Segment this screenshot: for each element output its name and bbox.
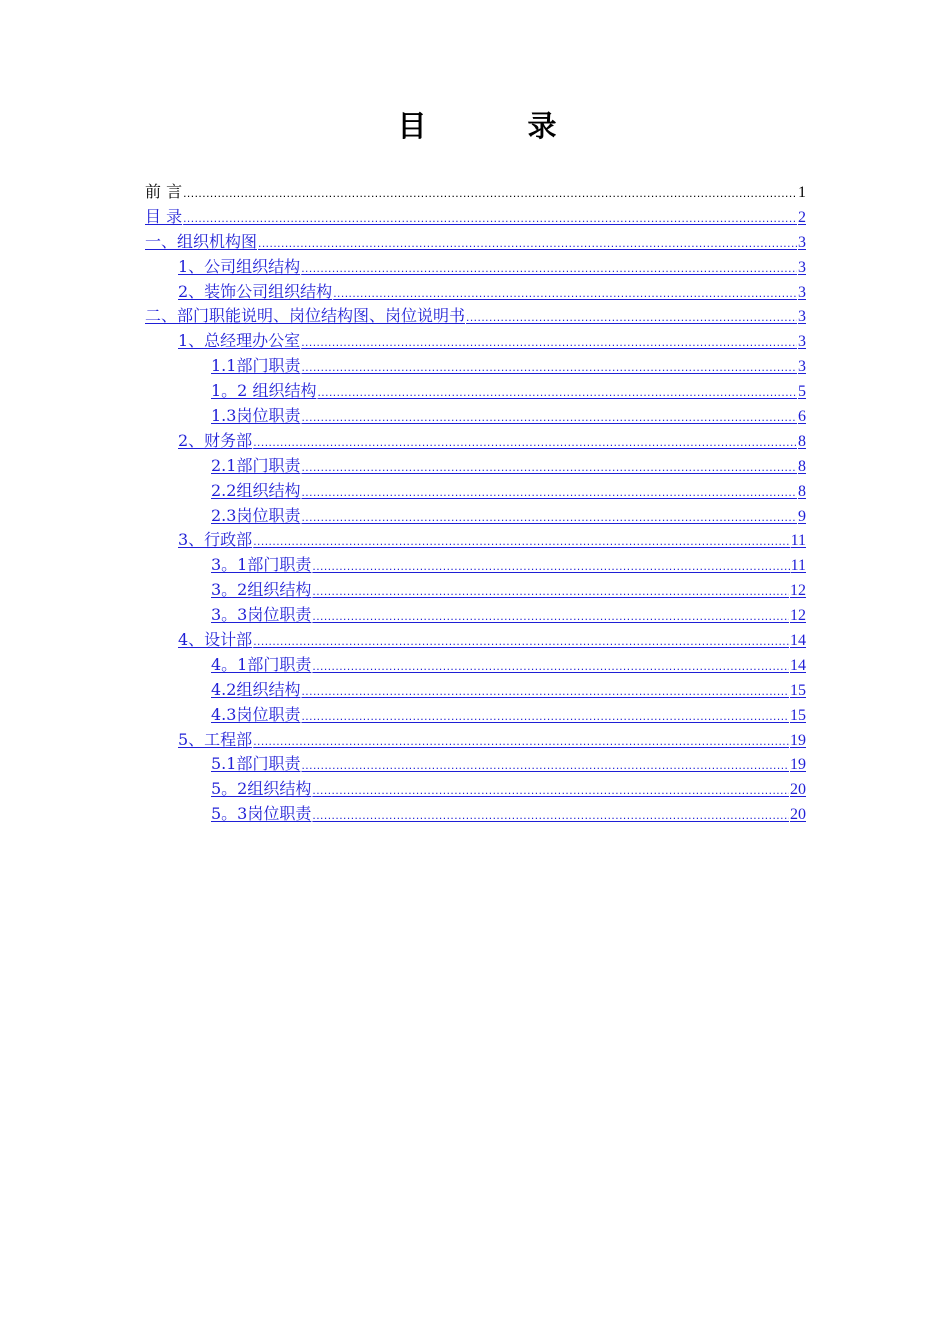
toc-dot-leader [183,206,797,231]
toc-entry-label: 5.1部门职责 [211,754,301,774]
toc-entry-page-number: 2 [798,208,806,226]
toc-entry-label: 5。3岗位职责 [211,804,312,824]
toc-entry[interactable] [145,728,806,753]
toc-entry-label: 2.3岗位职责 [211,505,301,525]
table-of-contents [145,180,806,827]
toc-entry-page-number: 15 [790,706,806,724]
toc-dot-leader [312,778,789,803]
toc-entry-page-number: 5 [798,383,806,401]
toc-entry-page-number: 3 [798,283,806,301]
toc-entry[interactable] [145,479,806,504]
toc-dot-leader [258,231,797,256]
toc-entry[interactable] [145,802,806,827]
toc-entry-label: 3。1部门职责 [211,555,312,575]
toc-entry-label: 3、行政部 [178,530,253,550]
toc-entry[interactable] [145,329,806,354]
toc-entry-page-number: 3 [798,358,806,376]
toc-dot-leader [253,729,789,754]
toc-dot-leader [301,405,797,430]
toc-dot-leader [301,679,789,704]
toc-dot-leader [333,281,797,306]
toc-dot-leader [253,529,789,554]
toc-entry-page-number: 19 [790,731,806,749]
toc-entry-label: 5。2组织结构 [211,779,312,799]
toc-entry-page-number: 3 [798,258,806,276]
toc-entry-page-number: 12 [790,582,806,600]
toc-dot-leader [317,380,797,405]
toc-entry-page-number: 9 [798,507,806,525]
toc-dot-leader [183,181,797,206]
toc-entry[interactable] [145,379,806,404]
toc-entry-label: 前 言 [145,182,183,201]
toc-entry[interactable] [145,603,806,628]
toc-entry-label: 2、财务部 [178,430,253,450]
toc-entry-page-number: 8 [798,482,806,500]
toc-entry[interactable] [145,454,806,479]
toc-entry-page-number: 8 [798,457,806,475]
toc-dot-leader [301,753,789,778]
toc-entry-label: 1、总经理办公室 [178,331,301,351]
toc-entry-page-number: 11 [790,557,806,575]
toc-dot-leader [301,505,797,530]
toc-dot-leader [301,355,797,380]
toc-entry[interactable] [145,528,806,553]
toc-entry-label: 1。2 组织结构 [211,381,317,401]
toc-entry-page-number: 3 [798,308,806,326]
toc-entry[interactable] [145,628,806,653]
toc-entry[interactable] [145,578,806,603]
toc-entry[interactable] [145,777,806,802]
toc-entry-page-number: 3 [798,233,806,251]
toc-dot-leader [466,305,797,330]
toc-entry-page-number: 12 [790,607,806,625]
toc-entry-label: 4、设计部 [178,630,253,650]
toc-entry-label: 一、组织机构图 [145,231,258,251]
toc-dot-leader [253,430,797,455]
toc-entry[interactable] [145,703,806,728]
toc-entry-page-number: 11 [790,532,806,550]
toc-entry-page-number: 20 [790,806,806,824]
toc-entry [145,180,806,205]
toc-entry-page-number: 19 [790,756,806,774]
toc-entry-page-number: 14 [790,632,806,650]
toc-entry-page-number: 1 [798,184,806,201]
toc-entry-label: 目 录 [145,206,183,226]
toc-entry-label: 2.2组织结构 [211,480,301,500]
toc-entry-page-number: 14 [790,656,806,674]
toc-entry-page-number: 8 [798,432,806,450]
toc-entry-label: 5、工程部 [178,729,253,749]
toc-entry-page-number: 3 [798,333,806,351]
toc-dot-leader [312,554,789,579]
toc-entry-label: 4.2组织结构 [211,679,301,699]
toc-entry-label: 2、装饰公司组织结构 [178,281,333,301]
toc-entry[interactable] [145,429,806,454]
toc-entry-label: 4。1部门职责 [211,654,312,674]
toc-entry[interactable] [145,354,806,379]
toc-dot-leader [312,803,789,828]
toc-entry[interactable] [145,553,806,578]
toc-entry[interactable] [145,504,806,529]
toc-entry[interactable] [145,230,806,255]
toc-entry[interactable] [145,404,806,429]
toc-entry[interactable] [145,205,806,230]
toc-entry[interactable] [145,304,806,329]
toc-entry[interactable] [145,678,806,703]
toc-entry-label: 4.3岗位职责 [211,704,301,724]
toc-entry-label: 3。3岗位职责 [211,605,312,625]
toc-dot-leader [301,330,797,355]
toc-dot-leader [312,579,789,604]
toc-dot-leader [312,654,789,679]
toc-entry-page-number: 20 [790,781,806,799]
toc-entry-label: 3。2组织结构 [211,580,312,600]
toc-entry[interactable] [145,280,806,305]
toc-entry-label: 1.1部门职责 [211,356,301,376]
toc-entry-label: 1、公司组织结构 [178,256,301,276]
toc-title: 目 录 [397,109,593,143]
toc-entry-label: 二、部门职能说明、岗位结构图、岗位说明书 [145,306,466,326]
toc-dot-leader [253,629,789,654]
toc-entry-page-number: 15 [790,681,806,699]
toc-dot-leader [312,604,789,629]
toc-entry[interactable] [145,752,806,777]
toc-dot-leader [301,256,797,281]
toc-dot-leader [301,480,797,505]
toc-entry-page-number: 6 [798,408,806,426]
toc-entry-label: 1.3岗位职责 [211,406,301,426]
toc-dot-leader [301,704,789,729]
toc-entry-label: 2.1部门职责 [211,455,301,475]
toc-entry[interactable] [145,255,806,280]
toc-dot-leader [301,455,797,480]
toc-entry[interactable] [145,653,806,678]
